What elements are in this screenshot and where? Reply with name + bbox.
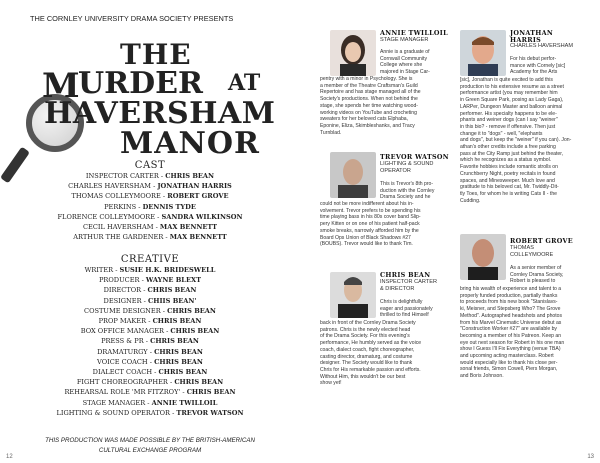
bio-line: spaces, and Minesweeper. Much love and (460, 177, 555, 184)
annie-portrait-icon (330, 30, 376, 76)
cast-row (0, 222, 300, 232)
robert-role-1: THOMAS (510, 244, 534, 251)
creative-row (0, 275, 300, 285)
bio-line: bring his wealth of experience and talent to a (460, 286, 562, 292)
creative-person: CHRIS BEAN (154, 347, 203, 356)
creative-person: CHRIS BEAN (186, 388, 236, 397)
creative-person: CHRIS BEAN (167, 306, 216, 315)
bio-line: Robert is pleased to (510, 278, 556, 285)
trevor-name: TREVOR WATSON (380, 153, 449, 161)
cast-role: ARTHUR THE GARDENER - (73, 233, 170, 242)
bio-line: Cornwall Community (380, 55, 427, 62)
bio-line: pery Kitten or on one of his patient half-pack (320, 221, 420, 228)
creative-role: FIGHT CHOREOGRAPHER - (76, 378, 175, 387)
title-the: THE (120, 38, 192, 71)
creative-row (0, 306, 300, 316)
bio-line: which he recognizes as a status symbol. (460, 157, 552, 164)
jonathan-role: CHARLES HAVERSHAM (510, 43, 573, 50)
bio-line: designer. The Society would like to thank (320, 360, 413, 367)
bio-line: sonal friends, Simon Cowell, Piers Morgan, (460, 366, 558, 373)
creative-row (0, 347, 300, 357)
bio-line: phants and weiner dogs (can I say "weiner" (460, 117, 558, 124)
cast-row (0, 232, 300, 242)
cast-person: ROBERT GROVE (167, 192, 229, 201)
annie-name: ANNIE TWILLOIL (380, 29, 448, 37)
bio-line: volvement. Trevor prefers to be spending his (320, 207, 421, 214)
creative-role: PROP MAKER - (98, 317, 153, 326)
bio-line: pentry with a minor in Psychology. She is (320, 76, 413, 82)
bio-line: would especially like to thank his close per- (460, 359, 558, 366)
bio-line: production to his extensive resume as a street (460, 83, 564, 90)
title-m: M (42, 66, 80, 106)
jonathan-name-2: HARRIS (510, 35, 542, 44)
creative-role: BOX OFFICE MANAGER - (80, 327, 171, 336)
jonathan-bio-bottom (460, 77, 600, 204)
bio-line: from his Marvel Cinematic Universe debut as (460, 319, 562, 326)
creative-role: DRAMATURGY - (97, 347, 155, 356)
bio-line: show yet! (320, 380, 342, 387)
bio-line: eye out next season for Robert in his one man (460, 339, 565, 346)
bio-line: and upcoming acting masterclass. Robert (460, 353, 554, 360)
creative-role: DESIGNER - (103, 296, 148, 305)
bio-line: Annie is a graduate of (380, 49, 430, 55)
bio-line: athan's other credits include a free parking (460, 144, 556, 151)
bio-line: (BOUBS). Trevor would like to thank Tim. (320, 241, 413, 248)
creative-person: CHRIS BEAN (154, 357, 203, 366)
chris-role-1: INSPECTOR CARTER (380, 278, 437, 285)
creative-row (0, 357, 300, 367)
annie-bio-top (380, 49, 470, 76)
creative-role: DIALECT COACH - (92, 368, 159, 377)
cast-person: SANDRA WILKINSON (161, 212, 243, 221)
jonathan-header (510, 30, 595, 50)
creative-person: ANNIE TWILLOIL (151, 398, 218, 407)
bio-line: back in front of the Cornley Drama Society (320, 320, 416, 326)
bio-line: College where she (380, 62, 423, 69)
creative-person: CHRIS BEAN (174, 378, 224, 387)
creative-person: WAYNE BLEXT (145, 276, 201, 285)
robert-bio-bottom (460, 286, 600, 380)
bio-line: mance with Cornely [sic] (510, 62, 566, 69)
bio-line: a member of the Theatre Craftsman's Guild (320, 82, 418, 89)
cast-row (0, 191, 300, 201)
creative-row (0, 285, 300, 295)
creative-person: TREVOR WATSON (176, 408, 244, 417)
bio-line: in Green Square Park, posing as Lady Gaga), (460, 97, 564, 104)
bio-line: tly Toes, for whom he is writing Cats II - the (460, 190, 558, 197)
bio-line: Board Ops Union of Black Shadows #27 (320, 234, 411, 241)
title-haversham: HAVERSHAM (44, 96, 276, 131)
bio-line: Society's productions. When not behind the (320, 96, 418, 103)
bio-line: Chris for His remarkable passion and efforts. (320, 366, 421, 373)
cast-person: DENNIS TYDE (142, 202, 196, 211)
bio-line: eager and passionately (380, 305, 433, 312)
jonathan-name-1: JONATHAN (510, 29, 554, 37)
robert-role-2: COLLEYMOORE (510, 251, 554, 258)
creative-role: LIGHTING & SOUND OPERATOR - (56, 408, 177, 417)
bio-line: to proceeds from his new book "Stanislavs- (460, 299, 558, 306)
creative-row (0, 265, 300, 275)
annie-role: STAGE MANAGER (380, 36, 429, 43)
jonathan-bio-top (510, 56, 595, 76)
creative-row (0, 367, 300, 377)
creative-person: CHIIS BEAN' (148, 296, 197, 305)
bio-line: change it to "dogs" - well, "elephants (460, 130, 543, 137)
robert-name: ROBERT GROVE (510, 237, 573, 245)
cast-row (0, 181, 300, 191)
cast-row (0, 202, 300, 212)
bio-line: pass at the City Ramp just behind the theater, (460, 150, 564, 157)
creative-row (0, 316, 300, 326)
creative-row (0, 408, 300, 418)
bio-line: This is Trevor's 8th pro- (380, 181, 434, 187)
creative-person: CHRIS BEAN (152, 317, 202, 326)
creative-role: PRODUCER - (99, 276, 146, 285)
bio-line: of the Drama Society. For this evening's (320, 333, 410, 340)
chris-header (380, 272, 470, 292)
title-manor: MANOR (120, 126, 260, 161)
bio-line: performance artist (you may remember him (460, 90, 558, 97)
show-title (20, 36, 295, 161)
creative-person: CHRIS BEAN (147, 286, 197, 295)
bio-line: LARPer, Dungeon Master and balloon animal (460, 103, 563, 110)
bio-line: stage, she spends her time watching wood- (320, 102, 418, 109)
robert-portrait-icon (460, 234, 506, 280)
bio-line: Eponine, Eliza, Skimbleshanks, and Tracy (320, 122, 415, 129)
creative-row (0, 326, 300, 336)
bio-line: Method". Autographed headshots and photos (460, 312, 563, 319)
bio-line: performer. His specialty happens to be ele- (460, 110, 557, 117)
bio-line: in this bio? - remove if offensive. Then just (460, 123, 556, 130)
right-page (300, 0, 600, 463)
title-at: AT (228, 70, 261, 96)
annie-photo (330, 30, 376, 76)
cast-role: PERKINS - (104, 202, 143, 211)
cast-person: JONATHAN HARRIS (157, 182, 232, 191)
page-number-left: 12 (6, 454, 13, 460)
bio-line: Drama Society and he (380, 194, 431, 201)
chris-role-2: & DIRECTOR (380, 285, 415, 292)
bio-line: Favorite hobbies include romantic strolls on (460, 164, 558, 171)
creative-row (0, 377, 300, 387)
jonathan-photo (460, 30, 506, 76)
trevor-role-2: OPERATOR (380, 167, 411, 174)
chris-photo (330, 272, 376, 318)
creative-role: COSTUME DESIGNER - (84, 306, 168, 315)
cast-person: MAX BENNETT (169, 233, 227, 242)
robert-photo (460, 234, 506, 280)
creative-person: CHRIS BEAN (158, 368, 208, 377)
cast-role: FLORENCE COLLEYMOORE - (57, 212, 162, 221)
creative-role: VOICE COACH - (97, 357, 155, 366)
bio-line: coach, dialect coach, fight choreographer, (320, 346, 415, 353)
trevor-bio-bottom (320, 201, 470, 248)
chris-name: CHRIS BEAN (380, 271, 431, 279)
bio-line: Academy for the Arts (510, 69, 558, 76)
cast-role: CHARLES HAVERSHAM - (68, 182, 158, 191)
bio-line: performance, He humbly served as the voice (320, 340, 422, 347)
bio-line: patrons. Chris is the newly elected head (320, 326, 411, 333)
bio-line: sweaters for her beloved cats Elphaba, (320, 116, 409, 123)
creative-role: REHEARSAL ROLE 'MR FITZROY' - (64, 388, 187, 397)
robert-bio-top (510, 265, 595, 285)
creative-role: PRESS & PR - (101, 337, 151, 346)
chris-bio-bottom (320, 320, 470, 387)
creative-list (0, 265, 300, 418)
bio-line: Cornley Drama Society, (510, 271, 564, 278)
robert-header (510, 238, 595, 258)
creative-person: CHRIS BEAN (150, 337, 199, 346)
cast-person: MAX BENNETT (159, 223, 217, 232)
bio-line: casting director, dramaturg, and costume (320, 353, 413, 360)
annie-bio-bottom (320, 76, 470, 136)
bio-line: properly funded production, partially thanks (460, 292, 558, 299)
bio-line: Crunchberry Night, poetry recitals in found (460, 170, 556, 177)
trevor-bio-top (380, 181, 470, 201)
page-number-right: 13 (587, 454, 594, 460)
bio-line: thrilled to find Himself (380, 312, 429, 319)
bio-line: time playing bass in his 80s cover band Slip- (320, 214, 421, 221)
chris-portrait-icon (330, 272, 376, 318)
creative-role: STAGE MANAGER - (82, 398, 152, 407)
bio-line: and dogs", but keep the "weiner" if you can). Jon- (460, 137, 572, 144)
cast-row (0, 212, 300, 222)
footer-note: THIS PRODUCTION WAS MADE POSSIBLE BY THE BRITISH-AMERICAN CULTURAL EXCHANGE PROGRAM (45, 437, 255, 454)
chris-bio-top (380, 299, 470, 319)
bio-line: ki, Meisner, and Stepsberg Who? The Grove (460, 306, 561, 313)
bio-line: could not be more indifferent about his in- (320, 201, 414, 207)
bio-line: smoke breaks, narrowly afforded him by the (320, 227, 419, 234)
trevor-portrait-icon (330, 152, 376, 198)
bio-line: show I Guess I'll Fix Everything (venue TBA) (460, 346, 561, 353)
cast-role: THOMAS COLLEYMOORE - (71, 192, 168, 201)
creative-row (0, 387, 300, 397)
bio-line: and Boris Johnson. (460, 373, 504, 380)
trevor-header (380, 154, 470, 174)
cast-list (0, 171, 300, 242)
bio-line: For his debut perfor- (510, 56, 557, 62)
title-murder: URDER (78, 66, 203, 101)
annie-header (380, 30, 470, 44)
bio-line: [sic], Jonathan is quite excited to add this (460, 77, 553, 83)
bio-line: Cudding. (460, 197, 481, 204)
bio-line: gratitude to his beloved cat, Mr. Twiddly-Dit- (460, 184, 559, 191)
jonathan-portrait-icon (460, 30, 506, 76)
trevor-photo (330, 152, 376, 198)
bio-line: Chris is delightfully (380, 299, 423, 305)
bio-line: becoming a member of his Patreon. Keep an (460, 332, 562, 339)
bio-line: Without Him, this wouldn't be our best (320, 373, 406, 380)
bio-line: working videos on YouTube and crocheting (320, 109, 417, 116)
cast-person: CHRIS BEAN (165, 172, 215, 180)
bio-line: Turnblad. (320, 129, 342, 136)
creative-role: DIRECTOR - (103, 286, 148, 295)
cast-role: INSPECTOR CARTER - (85, 172, 166, 180)
creative-row (0, 398, 300, 408)
cast-role: CECIL HAVERSHAM - (82, 223, 160, 232)
creative-row (0, 336, 300, 346)
creative-heading: CREATIVE (120, 254, 180, 265)
trevor-role-1: LIGHTING & SOUND (380, 160, 434, 167)
cast-row (0, 171, 300, 181)
presents-line: THE CORNLEY UNIVERSITY DRAMA SOCIETY PRESENTS (30, 14, 234, 23)
creative-person: SUSIE H.K. BRIDESWELL (119, 266, 216, 274)
cast-heading: CAST (134, 160, 166, 171)
bio-line: Repertoire and has stage managed all of the (320, 89, 421, 96)
bio-line: "Construction Worker #27" are available by (460, 326, 557, 333)
creative-person: CHRIS BEAN (170, 327, 220, 336)
bio-line: majored in Stage Car- (380, 69, 430, 76)
creative-row (0, 296, 300, 306)
creative-role: WRITER - (84, 266, 120, 274)
bio-line: As a senior member of (510, 265, 562, 271)
bio-line: duction with the Cornley (380, 187, 435, 194)
